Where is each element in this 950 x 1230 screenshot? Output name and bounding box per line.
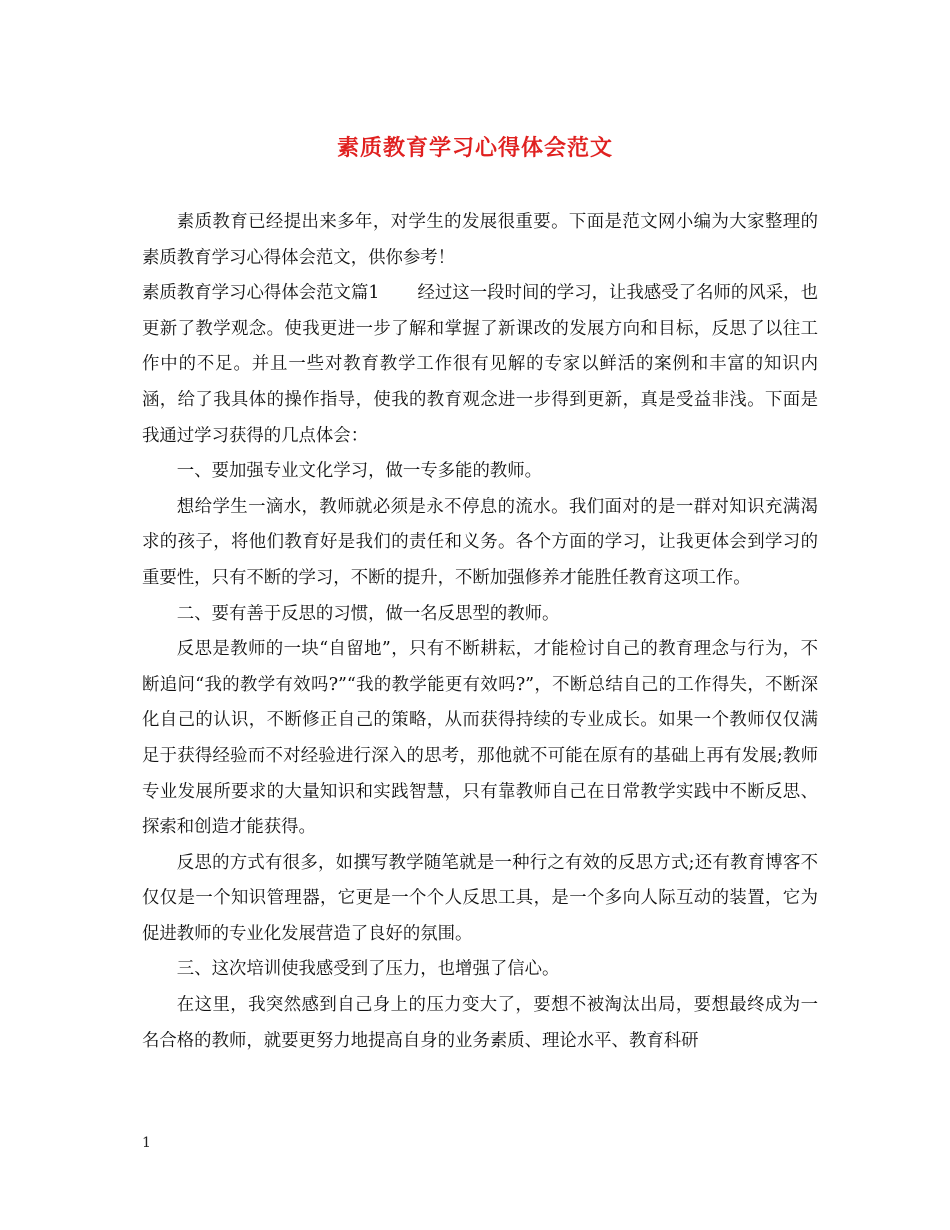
document-body xyxy=(142,205,818,1059)
section-intro: 经过这一段时间的学习，让我感受了名师的风采，也更新了教学观念。使我更进一步了解和掌握了新课改的发展方向和目标，反思了以往工作中的不足。并且一些对教育教学工作很有见解的专家以鲜活的案例和丰富的知识内涵，给了我具体的操作指导，使我的教育观念进一步得到更新，真是受益非浅。下面是我通过学习获得的几点体会： xyxy=(142,283,818,446)
document-title: 素质教育学习心得体会范文 xyxy=(336,135,613,161)
body-paragraph-3: 反思的方式有很多，如撰写教学随笔就是一种行之有效的反思方式;还有教育博客不仅仅是一个知识管理器，它更是一个个人反思工具，是一个多向人际互动的装置，它为促进教师的专业化发展营造了良好的氛围。 xyxy=(142,852,818,944)
point-heading-1: 一、要加强专业文化学习，做一专多能的教师。 xyxy=(176,461,543,482)
body-paragraph-2: 反思是教师的一块“自留地”，只有不断耕耘，才能检讨自己的教育理念与行为，不断追问“我的教学有效吗?”“我的教学能更有效吗?”，不断总结自己的工作得失，不断深化自己的认识，不断修正自己的策略，从而获得持续的专业成长。如果一个教师仅仅满足于获得经验而不对经验进行深入的思考，那他就不可能在原有的基础上再有发展;教师专业发展所要求的大量知识和实践智慧，只有靠教师自己在日常教学实践中不断反思、探索和创造才能获得。 xyxy=(142,639,818,838)
body-paragraph-1: 想给学生一滴水，教师就必须是永不停息的流水。我们面对的是一群对知识充满渴求的孩子，将他们教育好是我们的责任和义务。各个方面的学习，让我更体会到学习的重要性，只有不断的学习，不断的提升，不断加强修养才能胜任教育这项工作。 xyxy=(142,496,818,588)
section-paragraph xyxy=(142,276,818,454)
section-heading: 素质教育学习心得体会范文篇1 xyxy=(142,283,380,304)
page-number: 1 xyxy=(142,1135,151,1151)
intro-paragraph: 素质教育已经提出来多年，对学生的发展很重要。下面是范文网小编为大家整理的素质教育学习心得体会范文，供你参考！ xyxy=(142,212,818,268)
body-paragraph-4: 在这里，我突然感到自己身上的压力变大了，要想不被淘汰出局，要想最终成为一名合格的教师，就要更努力地提高自身的业务素质、理论水平、教育科研 xyxy=(142,995,818,1051)
point-heading-3: 三、这次培训使我感受到了压力，也增强了信心。 xyxy=(176,959,560,980)
point-heading-2: 二、要有善于反思的习惯，做一名反思型的教师。 xyxy=(176,603,560,624)
